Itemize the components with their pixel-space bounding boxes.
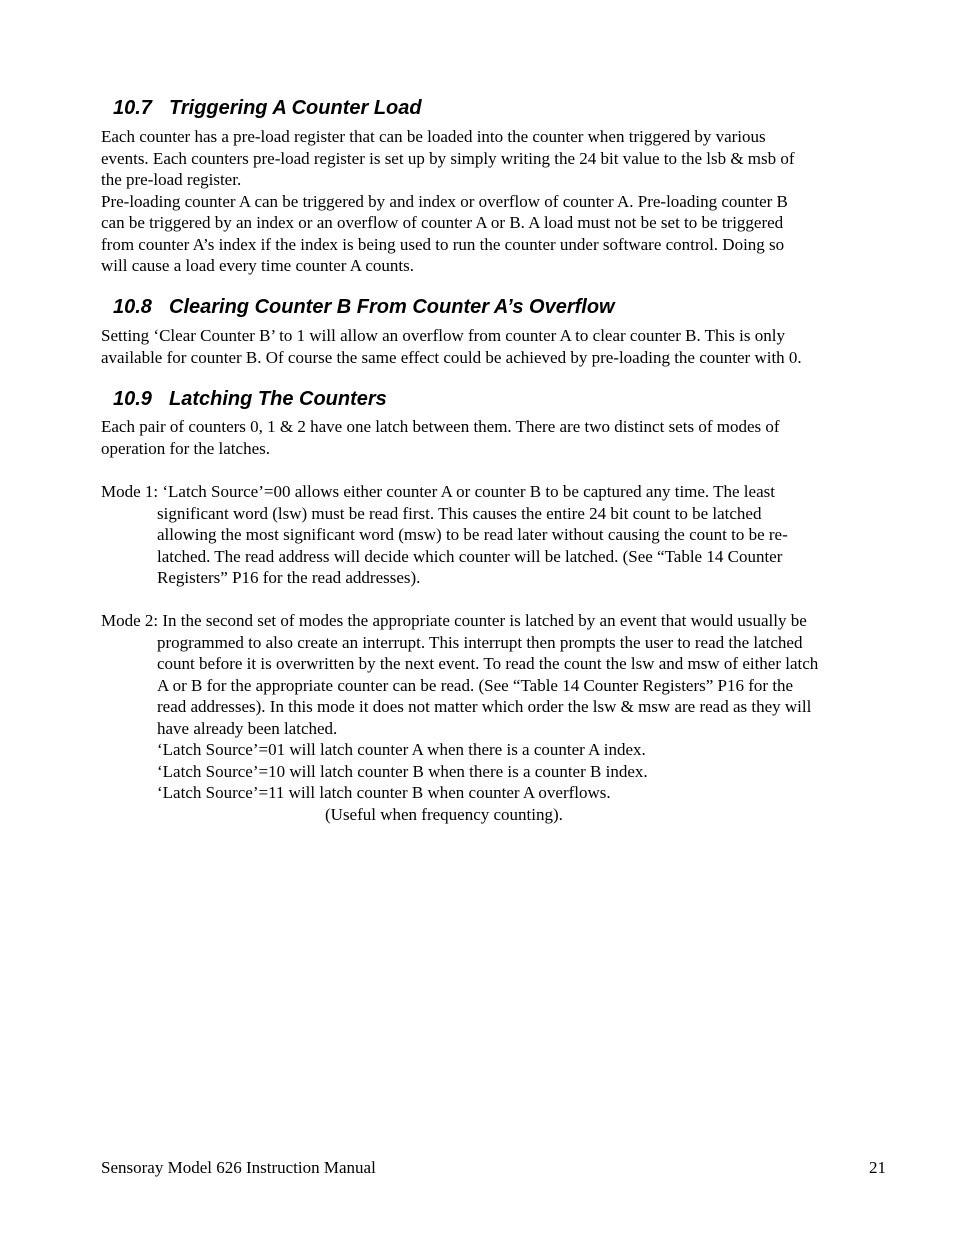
paragraph-line: allowing the most significant word (msw) to be read later without causing the count to be re- — [157, 525, 788, 544]
section-title: Triggering A Counter Load — [169, 97, 422, 119]
section-number: 10.9 — [113, 388, 152, 410]
paragraph-line: Pre-loading counter A can be triggered by and index or overflow of counter A. Pre-loading counter B — [101, 191, 788, 211]
paragraph-line: events. Each counters pre-load register is set up by simply writing the 24 bit value to the lsb & msb of — [101, 148, 795, 168]
paragraph-line: read addresses). In this mode it does not matter which order the lsw & msw are read as they will — [157, 697, 812, 716]
paragraph-line: ‘Latch Source’=11 will latch counter B when counter A overflows. — [157, 783, 611, 802]
mode-1-paragraph — [101, 481, 886, 589]
paragraph-line: Setting ‘Clear Counter B’ to 1 will allow an overflow from counter A to clear counter B. This is only — [101, 326, 785, 345]
paragraph-line: Mode 2: In the second set of modes the appropriate counter is latched by an event that would usually be — [101, 611, 807, 630]
footer-title: Sensoray Model 626 Instruction Manual — [101, 1158, 376, 1177]
section-10-7-body — [101, 126, 886, 277]
paragraph-line: Registers” P16 for the read addresses). — [157, 568, 421, 587]
paragraph-line: A or B for the appropriate counter can be read. (See “Table 14 Counter Registers” P16 for the — [157, 675, 794, 695]
section-10-8-body — [101, 325, 886, 368]
paragraph-line: (Useful when frequency counting). — [325, 804, 563, 824]
paragraph-line: from counter A’s index if the index is being used to run the counter under software control. Doing so — [101, 234, 785, 254]
section-number: 10.8 — [113, 296, 152, 318]
paragraph-line: programmed to also create an interrupt. This interrupt then prompts the user to read the latched — [157, 632, 803, 652]
paragraph-line: Each pair of counters 0, 1 & 2 have one latch between them. There are two distinct sets of modes of — [101, 417, 780, 436]
section-heading-10-7 — [113, 96, 422, 120]
section-heading-10-8 — [113, 295, 615, 319]
page-footer — [101, 1157, 886, 1179]
paragraph-line: will cause a load every time counter A counts. — [101, 256, 414, 275]
paragraph-line: have already been latched. — [157, 718, 338, 738]
paragraph-line: ‘Latch Source’=10 will latch counter B when there is a counter B index. — [157, 761, 648, 781]
paragraph-line: operation for the latches. — [101, 438, 270, 458]
paragraph-line: latched. The read address will decide which counter will be latched. (See “Table 14 Counter — [157, 546, 783, 566]
section-number: 10.7 — [113, 97, 152, 119]
paragraph-line: can be triggered by an index or an overflow of counter A or B. A load must not be set to be triggered — [101, 213, 784, 232]
paragraph-line: Each counter has a pre-load register that can be loaded into the counter when triggered by various — [101, 127, 766, 146]
paragraph-line: available for counter B. Of course the same effect could be achieved by pre-loading the counter with 0. — [101, 347, 802, 367]
section-10-9-intro — [101, 416, 886, 459]
paragraph-line: significant word (lsw) must be read first. This causes the entire 24 bit count to be latched — [157, 503, 762, 523]
paragraph-line: the pre-load register. — [101, 170, 242, 189]
paragraph-line: Mode 1: ‘Latch Source’=00 allows either counter A or counter B to be captured any time. The least — [101, 482, 775, 501]
mode-2-paragraph — [101, 610, 886, 825]
section-title: Clearing Counter B From Counter A’s Overflow — [169, 296, 615, 318]
section-title: Latching The Counters — [169, 388, 387, 410]
paragraph-line: count before it is overwritten by the next event. To read the count the lsw and msw of either latch — [157, 654, 819, 673]
page-number: 21 — [869, 1158, 886, 1177]
paragraph-line: ‘Latch Source’=01 will latch counter A when there is a counter A index. — [157, 740, 646, 759]
section-heading-10-9 — [113, 387, 387, 411]
